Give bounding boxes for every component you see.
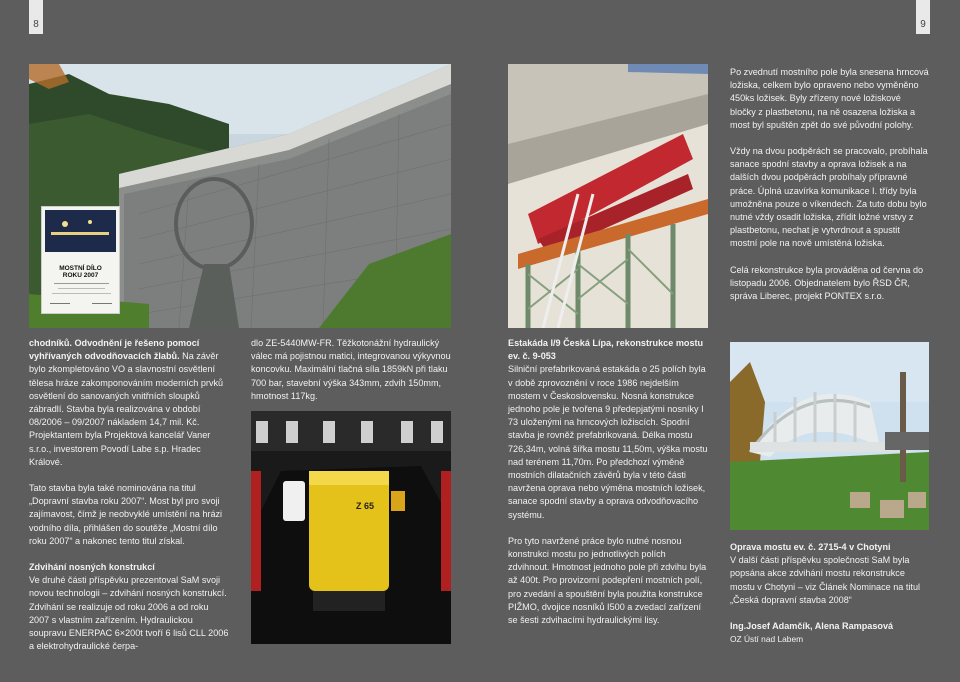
page-number-right: 9 [916, 0, 930, 34]
column-4-top [730, 66, 929, 316]
col4-heading: Oprava mostu ev. č. 2715-4 v Chotyni [730, 542, 891, 552]
col1-heading: chodníků. Odvodnění je řešeno pomocí vyhřívaných odvodňovacích žlabů. [29, 338, 200, 362]
col2-paragraph-1: dlo ZE-5440MW-FR. Těžkotonážní hydraulický válec má pojistnou matici, integrovanou výkyvnou koncovku. Maximální tlačná síla 1859kN při tlaku 700 bar, stavební výška 343mm, zdvih 150mm, hmotnost 117kg. [251, 338, 451, 401]
col3-heading: Estakáda I/9 Česká Lípa, rekonstrukce mostu ev. č. 9-053 [508, 338, 704, 362]
column-2 [251, 337, 451, 416]
col3-paragraph-2: Pro tyto navržené práce bylo nutné nosnou konstrukci mostu po jednotlivých polích zdvihnout. Hmotnost jednoho pole při zdvihu byla až 400t. Pro provizorní podepření mostních polí, pro zvedání a spouštění byla použita konstrukce PIŽMO, dvojice nosníků I500 a zvedací zařízení se šesti zdvihacími hydraulickými lisy. [508, 535, 707, 626]
column-3 [508, 337, 708, 640]
certificate-subtitle: ROKU 2007 [62, 272, 99, 279]
author-company: OZ Ústí nad Labem [730, 634, 804, 645]
column-1 [29, 337, 229, 666]
col1-paragraph-1: Na závěr bylo zkompletováno VO a slavnostní osvětlení tělesa hráze zakomponováním moderních prvků osvětlení do sanovaných vnitřních sloupků zábradlí. Stavba byla realizována v období 08/2006 – 09/2007 nákladem 14,7 mil. Kč. Projektantem byla Projektová kancelář Vaner s.r.o., investorem Povodí Labe s.p. Hradec Králové. [29, 351, 224, 467]
jack-label: Z 65 [356, 501, 375, 511]
award-certificate [41, 206, 120, 314]
col1-paragraph-2: Tato stavba byla také nominována na titul „Dopravní stavba roku 2007“. Most byl pro svoji zajímavost, čímž je neobvyklé umístění na hrázi vodního díla, přihlášen do soutěže „Mostní dílo roku 2007“ a nakonec tento titul získal. [29, 483, 223, 546]
column-4-bottom [730, 541, 929, 646]
col1-heading-2: Zdvihání nosných konstrukcí [29, 562, 155, 573]
certificate-image [45, 210, 116, 252]
col4-paragraph-1: Po zvednutí mostního pole byla snesena hrncová ložiska, celkem bylo opraveno nebo vyměněno 450ks ložisek. Byly zřízeny nové ložiskové bločky z plastbetonu, na ně osazena ložiska a most byl spuštěn zpět do své původní polohy. [730, 67, 929, 130]
col1-paragraph-3: Ve druhé části příspěvku prezentoval SaM svoji novou technologii – zdvihání nosných konstrukcí. Zdvihání se realizuje od roku 2006 a od roku 2007 s vlastním zařízením. Hydraulickou soupravu ENERPAC 6×200t tvoří 6 lisů CLL 2006 a elektrohydraulické čerpa- [29, 575, 229, 652]
hydraulic-jack-photo [251, 411, 451, 644]
author-names: Ing.Josef Adamčík, Alena Rampasová [730, 621, 894, 632]
arch-bridge-photo [730, 342, 929, 530]
certificate-title: MOSTNÍ DÍLO [59, 265, 102, 272]
col4-paragraph-2: Vždy na dvou podpěrách se pracovalo, probíhala sanace spodní stavby a oprava ložisek a na dalších dvou podpěrách probíhaly přípravné práce. Úplná uzavírka komunikace I. třídy byla umožněna pouze o víkendech. Za tuto dobu bylo nutné vždy osadit ložiska, zřídit ložné vrstvy z plastbetonu, nechat je vytvrdnout a spustit mostní pole na nově umístěná ložiska. [730, 146, 928, 249]
bridge-repair-photo [508, 64, 708, 328]
page-number-left: 8 [29, 0, 43, 34]
col4-paragraph-3: Celá rekonstrukce byla prováděna od června do listopadu 2006. Objednatelem bylo ŘSD ČR, správa Liberec, projekt PONTEX s.r.o. [730, 264, 924, 302]
col3-paragraph-1: Silniční prefabrikovaná estakáda o 25 polích byla v době zprovoznění v roce 1986 nejdelším mostem v Československu. Nosná konstrukce jednoho pole je tvořena 9 předepjatými nosníky I 73 uloženými na hrncových ložiscích. Spodní stavba je rovněž prefabrikovaná. Délka mostu 726,34m, volná šířka mostu 11,50m, výška mostu nad terénem 11,70m. Po předchozí výměně mostních dilatačních závěrů byla v této části navržena oprava nebo výměna mostních ložisek, sanace spodní stavby a oprava odvodňovacího systému. [508, 364, 708, 520]
col4-paragraph-4: V další části příspěvku společnosti SaM byla popsána akce zdvihání mostu rekonstrukce mostu v Chotyni – viz Článek Nominace na titul „Česká dopravní stavba 2008“ [730, 555, 921, 605]
